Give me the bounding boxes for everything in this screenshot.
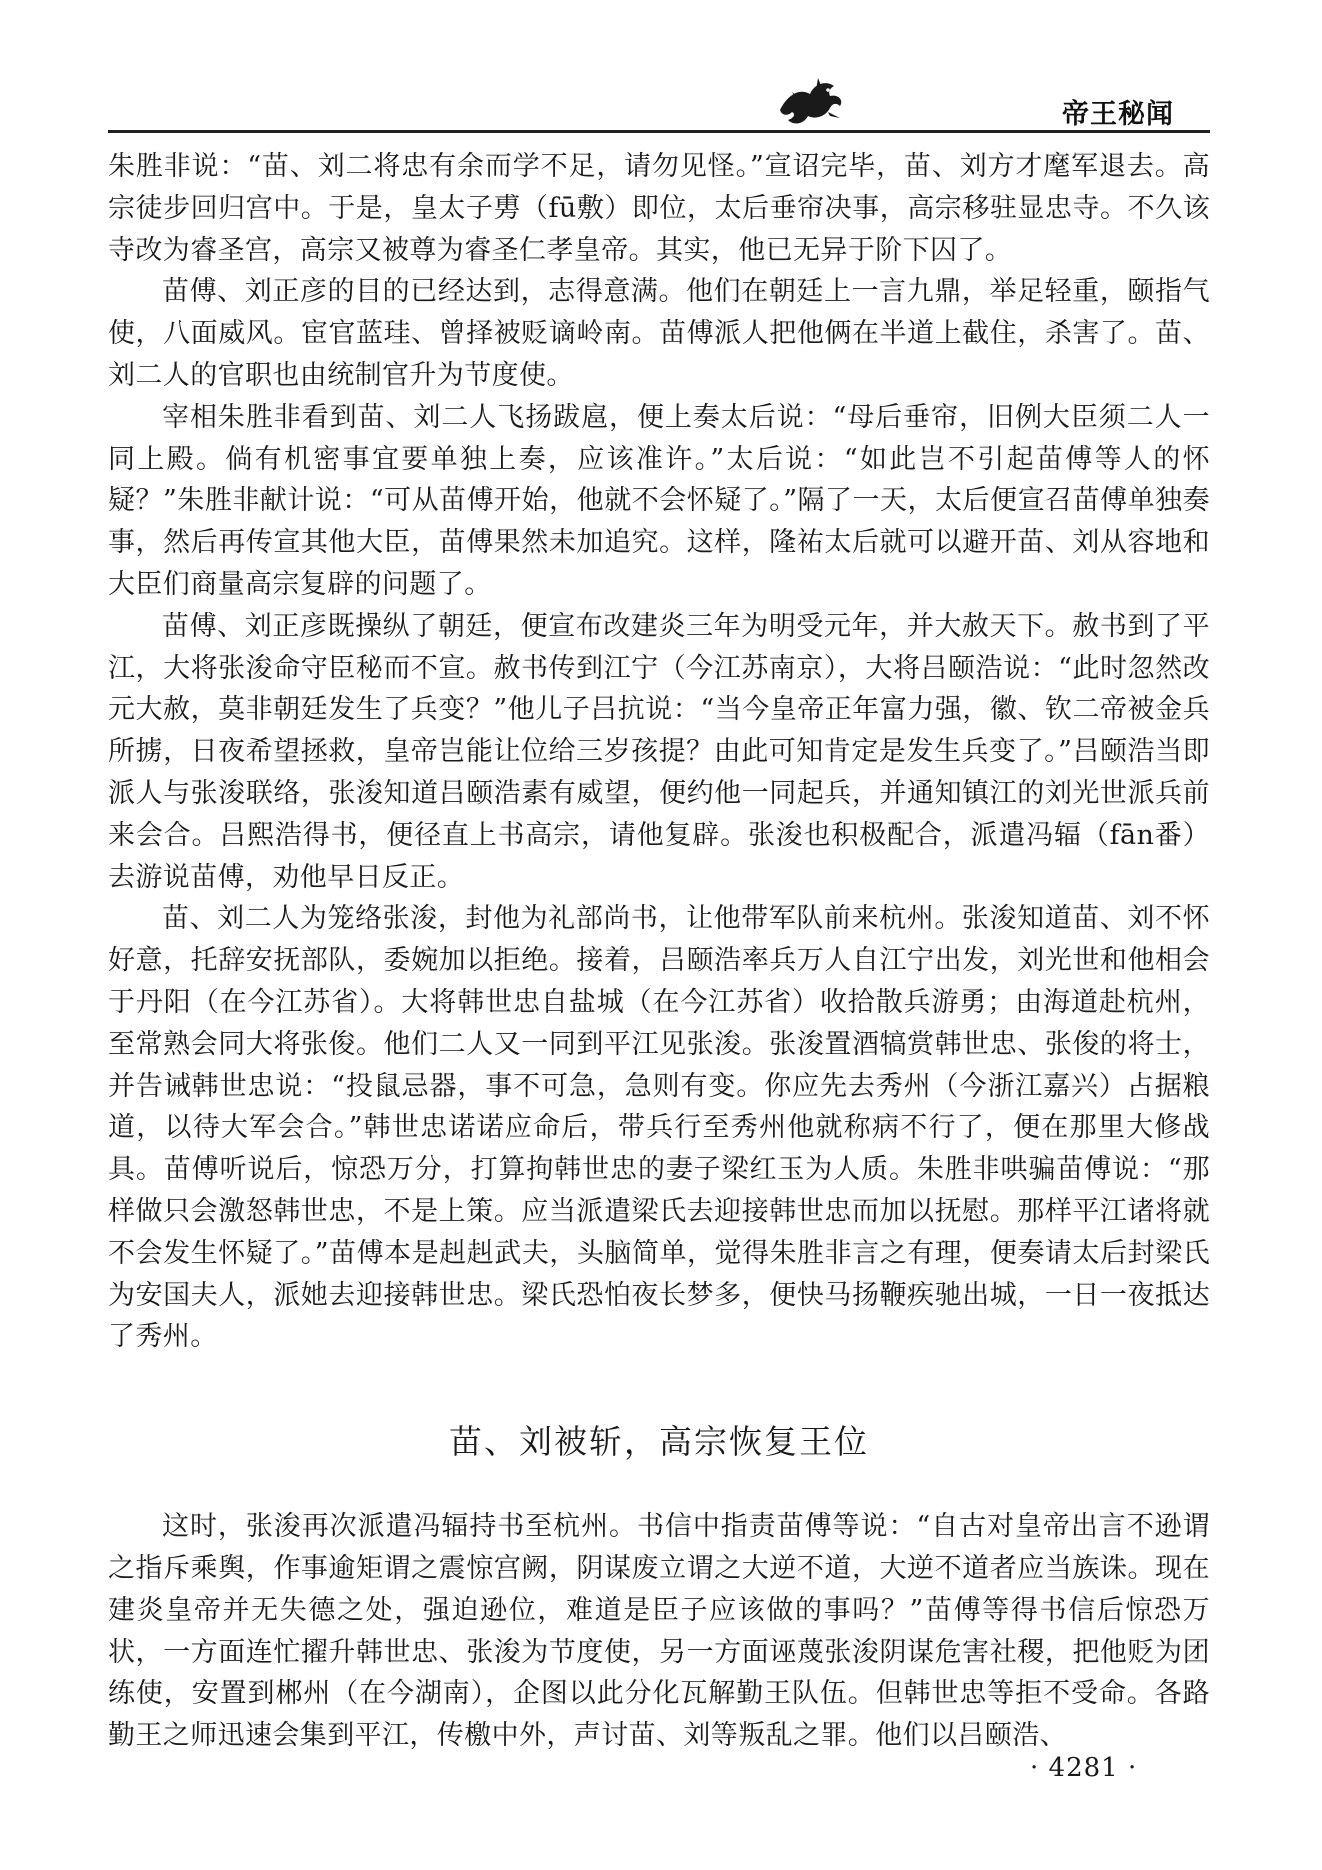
- paragraph: 朱胜非说：“苗、刘二将忠有余而学不足，请勿见怪。”宣诏完毕，苗、刘方才麾军退去。高宗徒步回归宫中。于是，皇太子旉（fū敷）即位，太后垂帘决事，高宗移驻显忠寺。不久该寺改为睿圣宫，高宗又被尊为睿圣仁孝皇帝。其实，他已无异于阶下囚了。: [108, 151, 1210, 266]
- paragraph: 宰相朱胜非看到苗、刘二人飞扬跋扈，便上奏太后说：“母后垂帘，旧例大臣须二人一同上殿。倘有机密事宜要单独上奏，应该准许。”太后说：“如此岂不引起苗傅等人的怀疑？”朱胜非献计说：“可从苗傅开始，他就不会怀疑了。”隔了一天，太后便宣召苗傅单独奏事，然后再传宣其他大臣，苗傅果然未加追究。这样，隆祐太后就可以避开苗、刘从容地和大臣们商量高宗复辟的问题了。: [108, 401, 1210, 600]
- paragraph: 苗、刘二人为笼络张浚，封他为礼部尚书，让他带军队前来杭州。张浚知道苗、刘不怀好意，托辞安抚部队，委婉加以拒绝。接着，吕颐浩率兵万人自江宁出发，刘光世和他相会于丹阳（在今江苏省）。大将韩世忠自盐城（在今江苏省）收拾散兵游勇；由海道赴杭州，至常熟会同大将张俊。他们二人又一同到平江见张浚。张浚置酒犒赏韩世忠、张俊的将士，并告诫韩世忠说：“投鼠忌器，事不可急，急则有变。你应先去秀州（今浙江嘉兴）占据粮道，以待大军会合。”韩世忠诺诺应命后，带兵行至秀州他就称病不行了，便在那里大修战具。苗傅听说后，惊恐万分，打算拘韩世忠的妻子梁红玉为人质。朱胜非哄骗苗傅说：“那样做只会激怒韩世忠，不是上策。应当派遣梁氏去迎接韩世忠而加以抚慰。那样平江诸将就不会发生怀疑了。”苗傅本是赳赳武夫，头脑简单，觉得朱胜非言之有理，便奏请太后封梁氏为安国夫人，派她去迎接韩世忠。梁氏恐怕夜长梦多，便快马扬鞭疾驰出城，一日一夜抵达了秀州。: [108, 903, 1210, 1353]
- paragraph: 苗傅、刘正彦的目的已经达到，志得意满。他们在朝廷上一言九鼎，举足轻重，颐指气使，八面威风。宦官蓝珪、曾择被贬谪岭南。苗傅派人把他俩在半道上截住，杀害了。苗、刘二人的官职也由统制官升为节度使。: [108, 276, 1210, 391]
- dragon-icon: [770, 72, 850, 132]
- running-head: 帝王秘闻: [1062, 99, 1174, 130]
- paragraph: 这时，张浚再次派遣冯辐持书至杭州。书信中指责苗傅等说：“自古对皇帝出言不逊谓之指斥乘舆，作事逾矩谓之震惊宫阙，阴谋废立谓之大逆不道，大逆不道者应当族诛。现在建炎皇帝并无失德之处，强迫逊位，难道是臣子应该做的事吗？”苗傅等得书信后惊恐万状，一方面连忙擢升韩世忠、张浚为节度使，另一方面诬蔑张浚阴谋危害社稷，把他贬为团练使，安置到郴州（在今湖南），企图以此分化瓦解勤王队伍。但韩世忠等拒不受命。各路勤王之师迅速会集到平江，传檄中外，声讨苗、刘等叛乱之罪。他们以吕颐浩、: [108, 1511, 1210, 1752]
- section-title: 苗、刘被斩，高宗恢复王位: [449, 1422, 869, 1462]
- header-rule: [108, 130, 1210, 133]
- page-body: [108, 146, 1210, 1757]
- page-header: [0, 0, 1322, 150]
- paragraph: 苗傅、刘正彦既操纵了朝廷，便宣布改建炎三年为明受元年，并大赦天下。赦书到了平江，大将张浚命守臣秘而不宣。赦书传到江宁（今江苏南京），大将吕颐浩说：“此时忽然改元大赦，莫非朝廷发生了兵变？”他儿子吕抗说：“当今皇帝正年富力强，徽、钦二帝被金兵所掳，日夜希望拯救，皇帝岂能让位给三岁孩提？由此可知肯定是发生兵变了。”吕颐浩当即派人与张浚联络，张浚知道吕颐浩素有威望，便约他一同起兵，并通知镇江的刘光世派兵前来会合。吕熙浩得书，便径直上书高宗，请他复辟。张浚也积极配合，派遣冯辐（fān番）去游说苗傅，劝他早日反正。: [108, 610, 1210, 893]
- page-number: · 4281 ·: [1030, 1753, 1138, 1783]
